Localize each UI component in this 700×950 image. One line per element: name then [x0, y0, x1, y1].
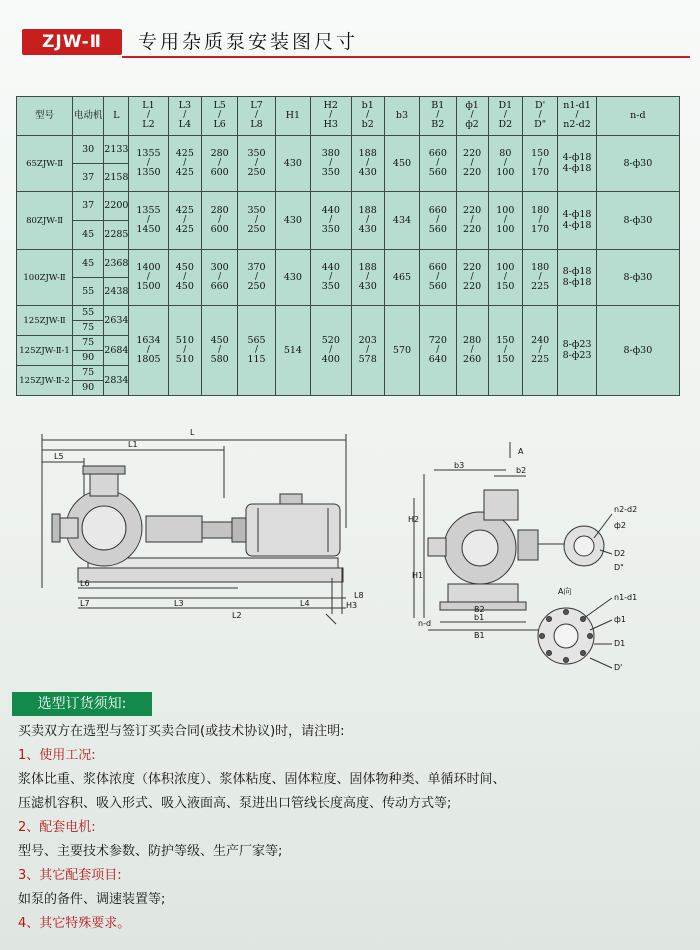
cell-b3: 570 [384, 306, 419, 396]
notes-section-4: 4、其它特殊要求。 [18, 916, 131, 931]
label-L: L [190, 428, 195, 437]
label-a-view: A向 [558, 587, 572, 596]
cell-n1d1: 8-ф18 8-ф18 [558, 250, 596, 306]
th-n1d1: n1-d1 / n2-d2 [558, 97, 596, 136]
cell-motor: 90 [73, 351, 104, 366]
cell-H2H3: 520 / 400 [311, 306, 352, 396]
label-Dp: D' [614, 663, 623, 672]
th-D1D2: D1 / D2 [488, 97, 522, 136]
cell-n1d1: 4-ф18 4-ф18 [558, 192, 596, 250]
cell-L: 2438 [104, 278, 129, 306]
label-B2: B2 [474, 605, 485, 614]
notes-section-3: 3、其它配套项目: [18, 868, 122, 883]
cell-b3: 450 [384, 136, 419, 192]
cell-L1L2: 1634 / 1805 [129, 306, 168, 396]
cell-L7L8: 370 / 250 [238, 250, 275, 306]
notes-section-1-line-2: 压滤机容积、吸入形式、吸入液面高、泵进出口管线长度高度、传动方式等; [18, 796, 452, 811]
th-nd: n-d [596, 97, 679, 136]
cell-L7L8: 350 / 250 [238, 192, 275, 250]
th-b1b2: b1 / b2 [351, 97, 384, 136]
ordering-notes-title: 选型订货须知: [12, 692, 152, 716]
cell-nd: 8-ф30 [596, 250, 679, 306]
cell-Dp: 240 / 225 [522, 306, 557, 396]
model-badge: ZJW-Ⅱ [22, 29, 122, 55]
cell-H1: 430 [275, 136, 310, 192]
cell-L7L8: 350 / 250 [238, 136, 275, 192]
label-A: A [518, 447, 524, 456]
th-H2H3: H2 / H3 [311, 97, 352, 136]
cell-L7L8: 565 / 115 [238, 306, 275, 396]
cell-H2H3: 440 / 350 [311, 192, 352, 250]
table-header-row [17, 97, 680, 136]
cell-L3L4: 510 / 510 [168, 306, 201, 396]
cell-motor: 37 [73, 164, 104, 192]
label-L6: L6 [80, 579, 90, 588]
cell-D1D2: 80 / 100 [488, 136, 522, 192]
cell-H2H3: 440 / 350 [311, 250, 352, 306]
cell-motor: 75 [73, 321, 104, 336]
cell-B1B2: 660 / 560 [420, 192, 456, 250]
th-B1B2: B1 / B2 [420, 97, 456, 136]
cell-Dp: 180 / 170 [522, 192, 557, 250]
cell-n1d1: 4-ф18 4-ф18 [558, 136, 596, 192]
label-n2d2: n2-d2 [614, 505, 638, 514]
side-view [42, 428, 364, 624]
th-phi: ф1 / ф2 [456, 97, 488, 136]
notes-section-2-line-1: 型号、主要技术参数、防护等级、生产厂家等; [18, 844, 283, 859]
cell-L: 2158 [104, 164, 129, 192]
cell-L: 2285 [104, 221, 129, 250]
cell-motor: 55 [73, 306, 104, 321]
notes-intro: 买卖双方在选型与签订买卖合同(或技术协议)时，请注明: [18, 724, 345, 739]
label-L1: L1 [128, 440, 138, 449]
cell-H1: 514 [275, 306, 310, 396]
label-f1: ф1 [614, 615, 626, 624]
label-nd: n-d [418, 619, 432, 628]
label-L3: L3 [174, 599, 184, 608]
cell-model: 125ZJW-Ⅱ [17, 306, 73, 336]
th-Dp: D' / D" [522, 97, 557, 136]
cell-n1d1: 8-ф23 8-ф23 [558, 306, 596, 396]
cell-nd: 8-ф30 [596, 192, 679, 250]
cell-b3: 434 [384, 192, 419, 250]
notes-section-3-line-1: 如泵的备件、调速装置等; [18, 892, 166, 907]
cell-motor: 30 [73, 136, 104, 164]
label-L4: L4 [300, 599, 310, 608]
cell-D1D2: 100 / 150 [488, 250, 522, 306]
cell-b1b2: 188 / 430 [351, 250, 384, 306]
cell-H2H3: 380 / 350 [311, 136, 352, 192]
cell-L1L2: 1400 / 1500 [129, 250, 168, 306]
dimension-table [16, 96, 680, 396]
cell-B1B2: 720 / 640 [420, 306, 456, 396]
label-b1: b1 [474, 613, 485, 622]
label-H3: H3 [346, 601, 358, 610]
label-f2: ф2 [614, 521, 626, 530]
cell-motor: 45 [73, 221, 104, 250]
cell-model: 125ZJW-Ⅱ-1 [17, 336, 73, 366]
cell-D1D2: 100 / 100 [488, 192, 522, 250]
cell-H1: 430 [275, 192, 310, 250]
installation-drawing [28, 418, 688, 680]
label-L8: L8 [354, 591, 364, 600]
front-view [408, 442, 637, 640]
cell-model: 80ZJW-Ⅱ [17, 192, 73, 250]
notes-section-2: 2、配套电机: [18, 820, 96, 835]
cell-nd: 8-ф30 [596, 136, 679, 192]
cell-phi: 220 / 220 [456, 192, 488, 250]
page-header [14, 26, 690, 56]
cell-L5L6: 450 / 580 [201, 306, 237, 396]
cell-phi: 220 / 220 [456, 250, 488, 306]
label-D2: D2 [614, 549, 626, 558]
cell-L3L4: 425 / 425 [168, 192, 201, 250]
th-L5L6: L5 / L6 [201, 97, 237, 136]
cell-L5L6: 280 / 600 [201, 192, 237, 250]
cell-H1: 430 [275, 250, 310, 306]
notes-section-1: 1、使用工况: [18, 748, 96, 763]
th-model: 型号 [17, 97, 73, 136]
ordering-notes [18, 720, 694, 936]
cell-L: 2634 [104, 306, 129, 336]
label-b2: b2 [516, 466, 527, 475]
cell-B1B2: 660 / 560 [420, 136, 456, 192]
th-b3: b3 [384, 97, 419, 136]
th-H1: H1 [275, 97, 310, 136]
th-L: L [104, 97, 129, 136]
label-n1d1: n1-d1 [614, 593, 638, 602]
cell-b1b2: 188 / 430 [351, 136, 384, 192]
cell-b1b2: 203 / 578 [351, 306, 384, 396]
cell-phi: 220 / 220 [456, 136, 488, 192]
cell-motor: 90 [73, 381, 104, 396]
cell-phi: 280 / 260 [456, 306, 488, 396]
label-L7: L7 [80, 599, 90, 608]
cell-L3L4: 450 / 450 [168, 250, 201, 306]
label-L5: L5 [54, 452, 64, 461]
cell-D1D2: 150 / 150 [488, 306, 522, 396]
cell-B1B2: 660 / 560 [420, 250, 456, 306]
table-row [17, 192, 680, 221]
cell-model: 100ZJW-Ⅱ [17, 250, 73, 306]
cell-Dp: 150 / 170 [522, 136, 557, 192]
label-H2: H2 [408, 515, 420, 524]
label-Dpp: D" [614, 563, 624, 572]
a-direction-view [538, 586, 637, 672]
cell-model: 65ZJW-Ⅱ [17, 136, 73, 192]
cell-L: 2834 [104, 366, 129, 396]
th-L3L4: L3 / L4 [168, 97, 201, 136]
cell-L: 2684 [104, 336, 129, 366]
cell-motor: 75 [73, 366, 104, 381]
notes-section-1-line-1: 浆体比重、浆体浓度（体积浓度）、浆体粘度、固体粒度、固体物种类、单循环时间、 [18, 772, 506, 787]
cell-model: 125ZJW-Ⅱ-2 [17, 366, 73, 396]
cell-L5L6: 280 / 600 [201, 136, 237, 192]
table-row [17, 306, 680, 321]
th-motor: 电动机 [73, 97, 104, 136]
page-title: 专用杂质泵安装图尺寸 [138, 31, 359, 53]
cell-motor: 45 [73, 250, 104, 278]
label-H1: H1 [412, 571, 424, 580]
table-row [17, 136, 680, 164]
label-B1: B1 [474, 631, 485, 640]
label-D1: D1 [614, 639, 626, 648]
th-L7L8: L7 / L8 [238, 97, 275, 136]
table-row [17, 250, 680, 278]
cell-L1L2: 1355 / 1350 [129, 136, 168, 192]
cell-L: 2200 [104, 192, 129, 221]
cell-motor: 37 [73, 192, 104, 221]
cell-L: 2133 [104, 136, 129, 164]
label-b3: b3 [454, 461, 465, 470]
cell-Dp: 180 / 225 [522, 250, 557, 306]
header-rule [122, 56, 690, 58]
th-L1L2: L1 / L2 [129, 97, 168, 136]
cell-nd: 8-ф30 [596, 306, 679, 396]
cell-motor: 75 [73, 336, 104, 351]
cell-L5L6: 300 / 660 [201, 250, 237, 306]
cell-motor: 55 [73, 278, 104, 306]
cell-b1b2: 188 / 430 [351, 192, 384, 250]
cell-b3: 465 [384, 250, 419, 306]
cell-L: 2368 [104, 250, 129, 278]
label-L2: L2 [232, 611, 242, 620]
cell-L3L4: 425 / 425 [168, 136, 201, 192]
cell-L1L2: 1355 / 1450 [129, 192, 168, 250]
